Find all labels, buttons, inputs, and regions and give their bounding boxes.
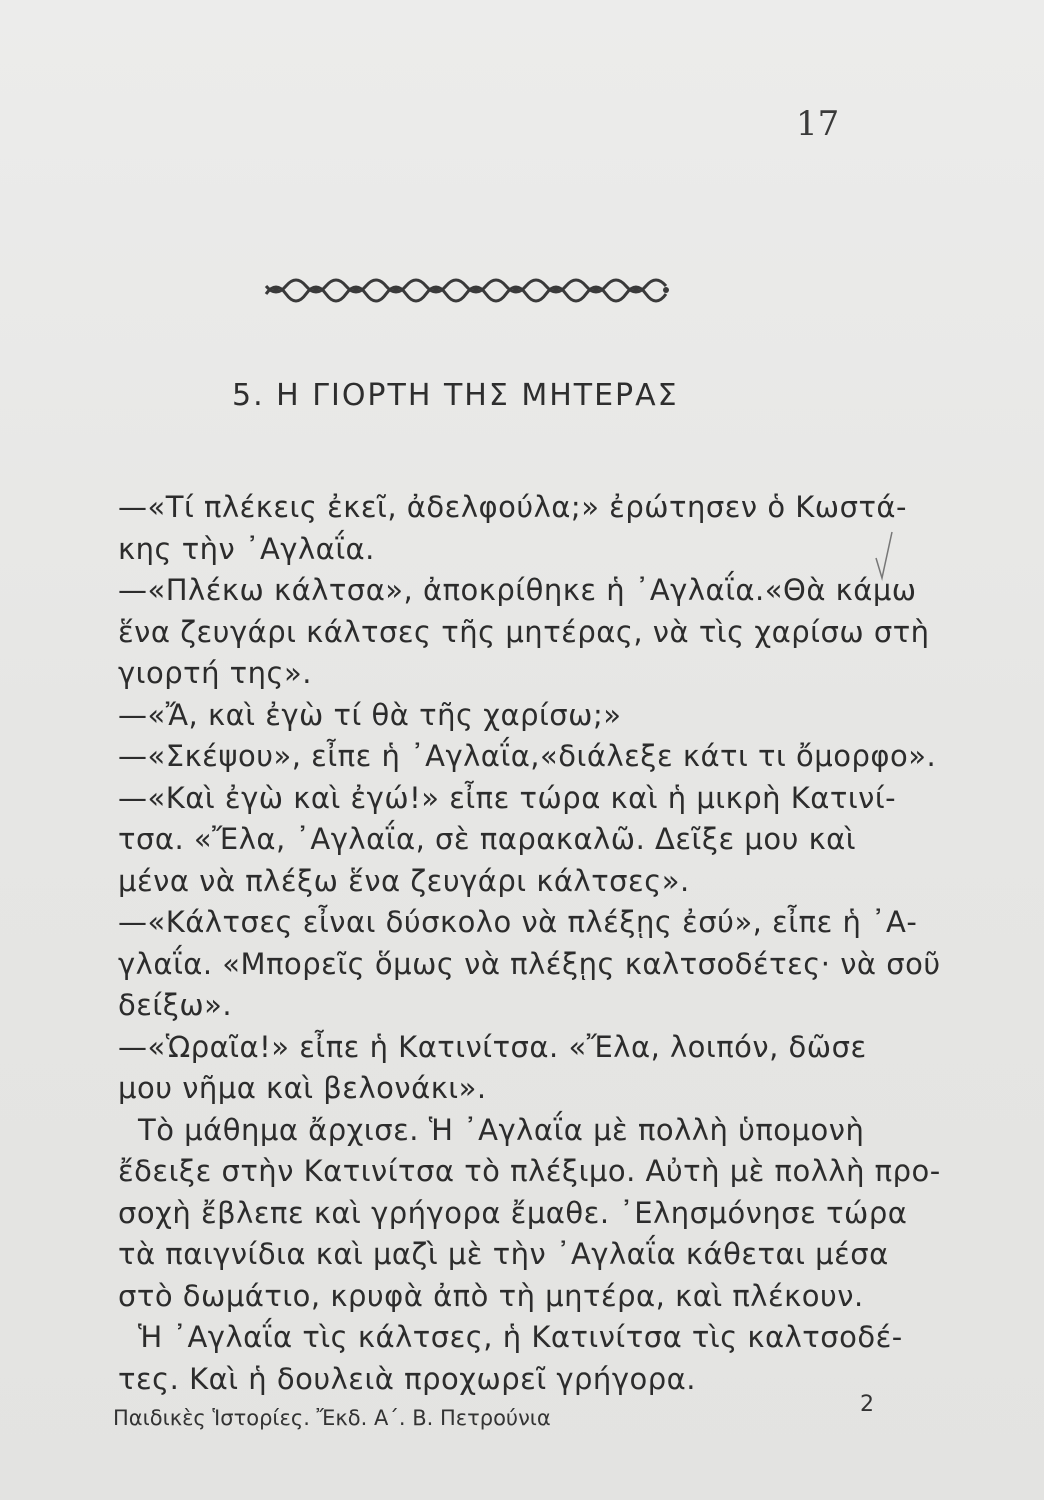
text-line: —«Πλέκω κάλτσα», ἀποκρίθηκε ἡ ᾿Αγλαΐα.«Θὰ κάμω [118,573,917,607]
text-line: ἕνα ζευγάρι κάλτσες τῆς μητέρας, νὰ τὶς χαρίσω στὴ [118,615,930,649]
text-line: Ἡ ᾿Αγλαΐα τὶς κάλτσες, ἡ Κατινίτσα τὶς καλτσοδέ- [138,1320,903,1354]
signature-number: 2 [860,1392,874,1417]
text-line: ἔδειξε στὴν Κατινίτσα τὸ πλέξιμο. Αὐτὴ μὲ πολλὴ προ- [118,1154,941,1188]
footer-source: Παιδικὲς Ἱστορίες. Ἔκδ. Α΄. Β. Πετρούνια [113,1406,551,1430]
text-line: —«Σκέψου», εἶπε ἡ ᾿Αγλαΐα,«διάλεξε κάτι τι ὄμορφο». [118,739,937,773]
text-line: Τὸ μάθημα ἄρχισε. Ἡ ᾿Αγλαΐα μὲ πολλὴ ὑπομονὴ [138,1113,865,1147]
page-number: 17 [796,104,840,144]
text-line: σοχὴ ἔβλεπε καὶ γρήγορα ἔμαθε. ᾿Ελησμόνησε τώρα [118,1196,908,1230]
text-line: στὸ δωμάτιο, κρυφὰ ἀπὸ τὴ μητέρα, καὶ πλέκουν. [118,1279,864,1313]
text-line: τσα. «Ἔλα, ᾿Αγλαΐα, σὲ παρακαλῶ. Δεῖξε μου καὶ [118,822,857,856]
text-line: γιορτή της». [118,656,313,690]
text-line: —«Ὡραῖα!» εἶπε ἡ Κατινίτσα. «Ἔλα, λοιπόν, δῶσε [118,1030,867,1064]
text-line: τες. Καὶ ἡ δουλειὰ προχωρεῖ γρήγορα. [118,1362,696,1396]
text-line: —«Καὶ ἐγὼ καὶ ἐγώ!» εἶπε τώρα καὶ ἡ μικρὴ Κατινί- [118,781,897,815]
text-line: μένα νὰ πλέξω ἕνα ζευγάρι κάλτσες». [118,864,690,898]
text-line: τὰ παιγνίδια καὶ μαζὶ μὲ τὴν ᾿Αγλαΐα κάθεται μέσα [118,1237,889,1271]
text-line: —«Κάλτσες εἶναι δύσκολο νὰ πλέξῃς ἐσύ», εἶπε ἡ ᾿Α- [118,905,918,939]
text-line: γλαΐα. «Μπορεῖς ὅμως νὰ πλέξῃς καλτσοδέτες· νὰ σοῦ [118,947,941,981]
text-line: —«Ἄ, καὶ ἐγὼ τί θὰ τῆς χαρίσω;» [118,698,622,732]
text-line: —«Τί πλέκεις ἐκεῖ, ἀδελφούλα;» ἐρώτησεν ὁ Κωστά- [118,490,908,524]
chapter-title: 5. Η ΓΙΟΡΤΗ ΤΗΣ ΜΗΤΕΡΑΣ [232,378,679,413]
text-line: μου νῆμα καὶ βελονάκι». [118,1071,487,1105]
text-line: κης τὴν ᾿Αγλαΐα. [118,532,375,566]
text-line: δείξω». [118,988,233,1022]
